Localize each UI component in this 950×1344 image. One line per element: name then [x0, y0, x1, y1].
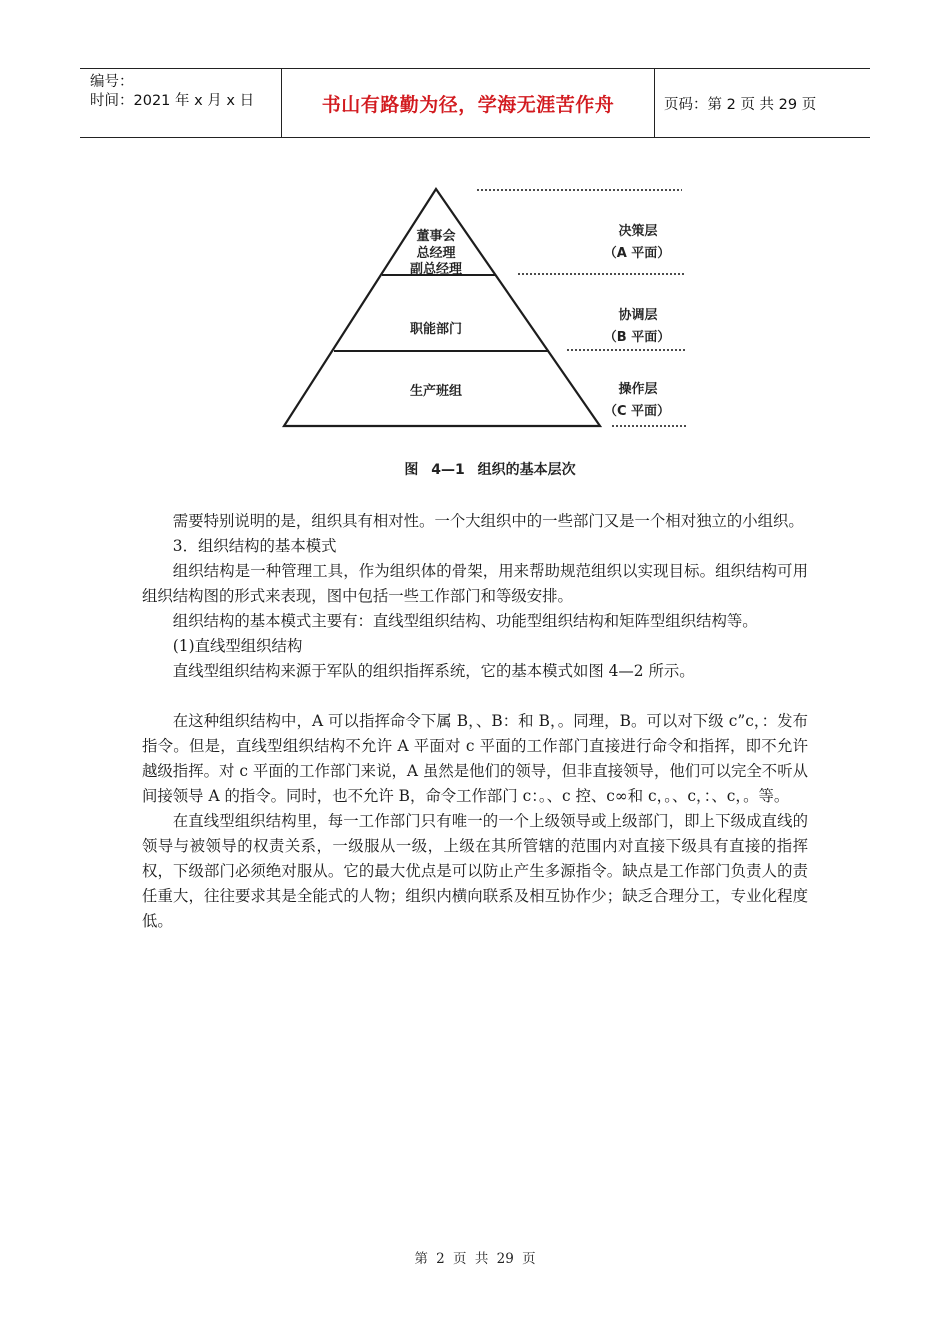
paragraph-line-structure-origin: 直线型组织结构来源于军队的组织指挥系统，它的基本模式如图 4—2 所示。	[172, 662, 695, 680]
paragraph-basic-modes-list: 组织结构的基本模式主要有：直线型组织结构、功能型组织结构和矩阵型组织结构等。	[172, 612, 758, 630]
header-motto-cell	[281, 69, 655, 137]
tier-label-deputy-manager: 副总经理	[409, 262, 462, 277]
paragraph-relativity: 需要特别说明的是，组织具有相对性。一个大组织中的一些部门又是一个相对独立的小组织。	[172, 512, 804, 530]
header-page-number: 页码：第 2 页 共 29 页	[664, 97, 817, 113]
layer-name-coordination: 协调层	[618, 308, 658, 323]
layer-name-decision: 决策层	[618, 224, 658, 239]
document-number-label: 编号：	[90, 74, 134, 90]
paragraph-pros-cons: 在直线型组织结构里，每一工作部门只有唯一的一个上级领导或上级部门，即上下级成直线的领导与被领导的权责关系，一级服从一级，上级在其所管辖的范围内对直接下级具有直接的指挥权，下级部门必须绝对服从。它的最大优点是可以防止产生多源指令。缺点是工作部门负责人的责任重大，往往要求其是全能式的人物；组织内横向联系及相互协作少；缺乏合理分工，专业化程度低。	[142, 812, 808, 930]
section-heading-basic-modes: 3．组织结构的基本模式	[172, 537, 337, 555]
header-motto: 书山有路勤为径，学海无涯苦作舟	[321, 94, 615, 116]
layer-plane-b: （B 平面）	[603, 330, 671, 345]
paragraph-structure-definition: 组织结构是一种管理工具，作为组织体的骨架，用来帮助规范组织以实现目标。组织结构可用组织结构图的形式来表现，图中包括一些工作部门和等级安排。	[142, 562, 808, 605]
figure-caption: 图 4—1 组织的基本层次	[404, 462, 576, 478]
layer-plane-c: （C 平面）	[603, 404, 671, 419]
page-header	[80, 68, 870, 138]
organization-levels-figure	[270, 155, 710, 495]
layer-name-operation: 操作层	[618, 382, 658, 397]
tier-label-general-manager: 总经理	[416, 246, 456, 261]
subheading-line-structure: (1)直线型组织结构	[172, 637, 303, 655]
tier-label-board: 董事会	[416, 229, 456, 244]
header-meta	[90, 73, 254, 111]
paragraph-command-chain: 在这种组织结构中，A 可以指挥命令下属 B，、B：和 B，。同理，B。可以对下级 c”c，：发布指令。但是，直线型组织结构不允许 A 平面对 c 平面的工作部门直接进行命令和指挥，即不允许越级指挥。对 c 平面的工作部门来说，A 虽然是他们的领导，但非直接领导，他们可以完全不听从间接领导 A 的指令。同时，也不允许 B，命令工作部门 c：。、c 控、c∞和 c，。、c，：、c，。等。	[142, 712, 808, 805]
tier-label-functional-departments: 职能部门	[409, 322, 462, 337]
body-text-block-2	[142, 709, 808, 934]
layer-plane-a: （A 平面）	[603, 246, 671, 261]
tier-label-production-teams: 生产班组	[409, 384, 462, 399]
document-time-label: 时间：2021 年 x 月 x 日	[90, 93, 255, 109]
body-text-block-1	[142, 509, 808, 684]
page-footer: 第 2 页 共 29 页	[414, 1251, 536, 1267]
